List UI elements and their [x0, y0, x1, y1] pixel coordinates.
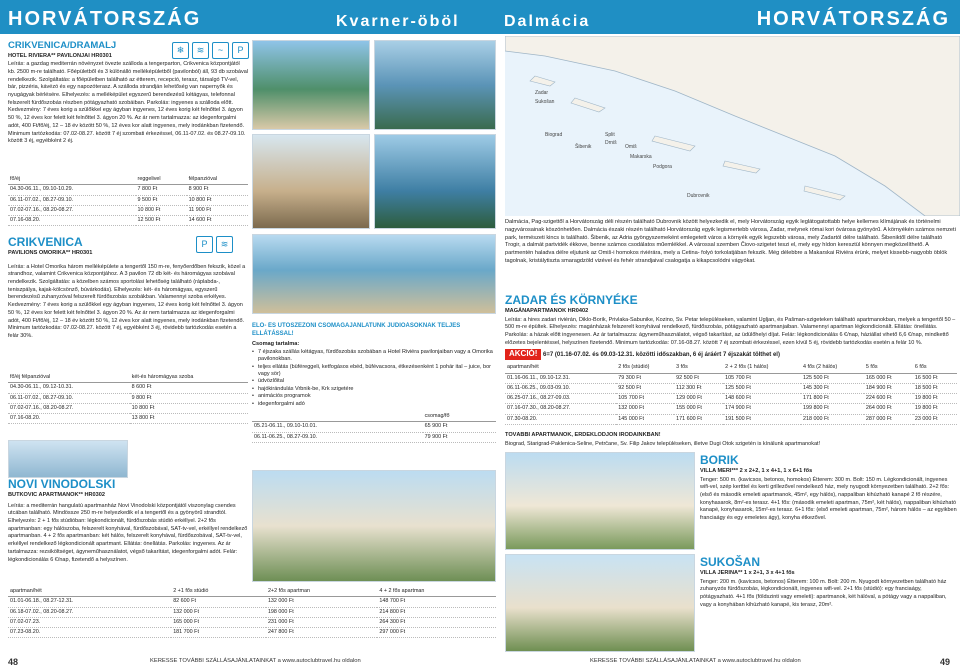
table-header: 6 fős	[913, 363, 957, 373]
list-item: • üdvözlőital	[252, 378, 496, 385]
coast-photo	[374, 134, 496, 229]
table-header: 2+2 fős apartman	[266, 587, 377, 597]
villa-meri-photo	[505, 452, 695, 550]
villa-jerina-photo	[505, 554, 695, 652]
section-title: ZADAR ÉS KÖRNYÉKE	[505, 293, 638, 307]
section-novi-vinodolski	[8, 476, 248, 586]
section-sukosan	[700, 554, 957, 652]
header-region-kvarner: Kvarner-öböl	[336, 13, 460, 30]
table-header: csomag/fő	[423, 412, 496, 422]
price-table-crikvenica-dramalj	[8, 172, 248, 226]
apartment-photo	[8, 440, 128, 478]
table-row: 06.11-07.02., 08.27-09.10. 9 500 Ft 10 800 Ft	[8, 195, 248, 205]
map-label: Split	[605, 132, 615, 138]
map-label: Drniš	[605, 140, 617, 146]
description: Leírás: a hires zadari riviérán, Diklo-Borik, Privlaka-Sabunike, Kozino, Sv. Petar településeken, valamint Ugljan, és Pašman-szigeteken található apartmanokban, melyek a tengertől 50 – 500 m-re épültek. Elhelyezés: magánházak felszerelt konyhával rendelkező, fürdőszobás, pótágyazható apartmanjaiban. Valamennyi apartman légkondicionált. Ellátás: önellátás. Parkolás: a házak előtt ingyenesen. Az ár tartalmazza: ágyneműhasználatot, végső takarítást, az üdülőhelyi díjat. Felár: légkondicionálás 6 €/nap, háziállat vihető 6,6 €/nap, mindkettő előzetes bejelentéssel, helyszínen fizetendő. Minimum tartózkodás: 07.16-08.27. között 7 éj szombati érkezéssel, ezen kívül 5 éj, rövidebb tartózkodás esetén a felár 10 %.	[505, 316, 956, 346]
table-row: 06.18-07.02., 08.20-08.27. 132 000 Ft 198 000 Ft 214 800 Ft	[8, 607, 496, 617]
hotel-name: VILLA JERINA** 1 x 2+1, 3 x 4+1 fős	[700, 570, 795, 577]
table-row: 07.02-07.16., 08.20-08.27. 10 800 Ft	[8, 403, 248, 413]
section-title: NOVI VINODOLSKI	[8, 477, 116, 491]
page-number-left: 48	[8, 657, 19, 667]
intro-text: Dalmácia, Pag-szigettől a Horvátország déli részén található Dubrovnik között helyezkedik el, mely Horvátország egyik leglátogatottabb helye kellemes klímájának és történelmi nagyvárosainak köszönhetően. Dalmácia északi részén található Horvátország egyik legismertebb városa, Zadar, melynek római kori óvárosa gyönyörű. A környékén számos nemzeti park, természeti kincs is található. Šibenik, az Adria gyöngyszemeként emlegetett város a környék egyik legszebb városa, mely Zadartól délre található. Šibeniktől délre található Trogir, a dalmát partvidék ékkove, benne számos csodálatos műemlékkel. A várossal szemben Čiovo-szigetet teszi el, mely egy hídon keresztül könnyen megközelíthető. A partmentén haladva délre eljutunk az Omiš-i homokos riviérára, mely a Cetina- folyó torkolatjában fekszik. Még délebbre a Makarskai Riviéra érünk, melyet kissebb-nagyobb öblök tagolnak, kristálytiszta smaragdzöld vizével és fehér strandjaival csalogatja a kikapcsolódni vágyókat.	[505, 219, 956, 265]
map-label: Podgora	[653, 164, 672, 170]
section-middle-offer	[252, 322, 496, 462]
table-header: fő/éj	[8, 175, 136, 185]
description: Leírás: a gazdag mediterrán növényzet övezte szálloda a tengerparton, Crikvenica központjától kb. 2500 m-re található. Főépületből és 3 különálló melléképületből (pavilonból) áll, 93 db szobával rendelkezik. Szolgáltatás: a főépületben található az étterem, recepció, terasz, társalgó TV-vel, bár, pizzéria, kávézó és egy napozóterasz. A szálloda strandján lehetőség van napernyők és nyugágyak bérlésére. Elhelyezés: a melléképület egyszerű berendezésű kétágyas, telefonnal felszerelt fürdőszobás részben pótágyazható szobáiban. Parkolás: ingyenes a szálloda előtt. Kedvezmény: 7 éves korig a szülőkkel egy ágyban ingyenes, 12 éves korig két felnőttel 3. ágyon 50 %, 12 éves kor felett két felnőttel 3. ágyon 20 %. Az ár nem tartalmazza: az idegenforgalmi adót, 400 Ft/fő/éj, 12 – 18 év között 50 %, 12 éves kor alatt ingyenes, mely irodánkban fizetendő. Minimum tartózkodás: 07.02-08.27. között 7 éj szombati érkezéssel, 06.11-07.02. és 08.27-09.10. között 3 éj, egyébként 2 éj.	[8, 61, 248, 145]
section-title: BORIK	[700, 453, 739, 467]
map-svg	[505, 36, 960, 216]
parking-icon: P	[196, 236, 213, 253]
header-right-title: HORVÁTORSZÁG	[756, 8, 950, 30]
table-row: 04.30-06.11., 09.12-10.31. 8 600 Ft	[8, 383, 248, 393]
map-label: Šibenik	[575, 144, 592, 150]
table-header: 4 + 2 fős apartman	[377, 587, 496, 597]
extra-text: Biograd, Starigrad-Paklenica-Seline, Petrčane, Sv. Filip Jakov településeken, illetve Dugi Otok szigetén is kínálunk apartmanokat!	[505, 440, 821, 447]
table-row: 07.30-08.20. 145 000 Ft 171 600 Ft 191 500 Ft 218 000 Ft 287 000 Ft 23 000 Ft	[505, 414, 957, 424]
table-header: apartman/hét	[8, 587, 171, 597]
table-row: 05.21-06.11., 09.10-10.01. 65 900 Ft	[252, 422, 496, 432]
price-table-novi-vinodolski	[8, 584, 496, 654]
table-header: 2 fős (stúdió)	[616, 363, 674, 373]
offer-title: ELŐ- ÉS UTÓSZEZONI CSOMAGAJÁNLATUNK JÚDIÓÁSOKNAK TELJES ELLÁTÁSSAL!	[252, 323, 461, 338]
description: Leírás: a mediterrán hangulatú apartmanház Novi Vinodolski központjától viszonylag csendes utcában található. Mindössze 250 m-re helyezkedik el a tengertől és a gyönyörű strandtól. Elhelyezés: 2 + 1 fős stúdióban: légkondicionált, fürdőszobás stúdió erkéllyel. 2+2 fős apartmanban: egy hálószoba, felszerelt konyhával, fürdőszobával, SAT-tv-vel, erkéllyel rendelkező apartmanban. 4 + 2 fős apartmanban: két hálós, felszerelt konyhával, fürdőszobával, SAT-tv-vel, erkéllyel rendelkező légkondicionált apartmant. Ellátás: önellátás. Parkolás: ingyenes. Az ár tartalmazza: rezsiköltséget, ágyneműhasználatot, végső takarítást, idegenforgalmi adót. Felár: légkondicionálás 6 €/nap, fizetendő a helyszínen.	[8, 502, 248, 563]
list-item: • animációs programok	[252, 393, 496, 400]
package-label: Csomag tartalma:	[252, 341, 300, 348]
table-row: 07.23-08.20. 181 700 Ft 247 800 Ft 297 000 Ft	[8, 628, 496, 638]
map-label: Biograd	[545, 132, 563, 138]
list-item: • teljes ellátás (büféreggeli, ketfogásos ebéd, büfévacsora, étkezésenként 1 pohár ital – juice, bor vagy sör)	[252, 364, 496, 379]
description: Tenger: 500 m. (kavicsos, betonos, homokos) Étterem: 300 m. Bolt: 150 m. Légkondicionált, ingyenes wifi-vel, szép kertttel és kerti grillezővel rendelkező ház, mely nyugodt környezetben található. 2+2 fős: (első és második emeleti apartmanok, 45m², egy hálós), nappaliban kihúzható kanapé 2 fő részére, konyhasarok, 8m²-es terasz. 4+1 fős: (második emeleti apartman, 75m², két hálós), nappaliban kihúzható kanapé, konyhasarok, 15m²-es terasz. 6+1 fős: (első emeleti apartman, 75m², három hálós – az egyikben franciaágy és egy emeletes ágy), konyha étkezővel.	[700, 476, 957, 522]
table-header: fő/éj félpanzióval	[8, 373, 130, 383]
hotel-name: BUTKOVIC APARTMANOK** HR0302	[8, 492, 105, 499]
map-label: Makarska	[630, 154, 652, 160]
description: Leírás: a Hotel Omorika három melléképülete a tengertől 150 m-re, fenyőerdőben fekszik, közel a strandhoz, valamint Crikvenica központjához. A 3 pavilon 72 db két- és háromágyas szobával rendelkezik. Szolgáltatás: a közelben számos sportolási lehetőség található (ráplabda-, teniszpálya, kajak-kölcsönző, búvárkodás). Elhelyezés: két- és háromágyas, egyszerű berendezésű zuhanyzóval felszerelt fürdőszobás szobákban. Valamennyi szoba erkélyes. Kedvezmény: 7 éves korig a szülőkkel egy ágyban ingyenes, 12 éves korig két felnőttel 3. ágyon 50 %, 12 éves kor felett két felnőttel 3. ágyon 20 %. Az ár nem tartalmazza az idegenforgalmi adót, 400 Ft/fő/éj, 12 – 18 év között 50 %, 12 éves kor alatt ingyenes, mely irodánkban fizetendő. Minimum tartózkodás: 07.02-08.27. között 7 éj, egyébként 3 éj, rövidebb tartózkodás esetén a felár 30%.	[8, 263, 246, 339]
table-header: 2 +1 fős stúdió	[171, 587, 266, 597]
apartment-building-photo	[252, 470, 496, 582]
section-title: SUKOŠAN	[700, 555, 761, 569]
wifi-icon: ≋	[216, 236, 233, 253]
table-header: 4 fős (2 hálós)	[801, 363, 864, 373]
map-label: Sukošan	[535, 99, 555, 105]
akcio-badge: AKCIÓ!	[505, 349, 541, 360]
table-row: 01.01-06.18., 08.27-12.31. 82 600 Ft 132 000 Ft 148 700 Ft	[8, 597, 496, 607]
hotel-name: MAGÁNAPARTMANOK HR0402	[505, 308, 589, 315]
pavilion-photo	[252, 234, 496, 314]
table-row: 06.11-06.25., 08.27-09.10. 79 900 Ft	[252, 432, 496, 442]
table-header: apartman/hét	[505, 363, 616, 373]
section-zadar	[505, 292, 957, 444]
dalmatia-map	[505, 36, 960, 216]
parking-icon: P	[232, 42, 249, 59]
section-title: CRIKVENICA/DRAMALJ	[8, 40, 117, 51]
beach-photo	[374, 40, 496, 130]
map-label: Zadar	[535, 90, 549, 96]
section-title: CRIKVENICA	[8, 235, 83, 249]
table-header: két-és háromágyas szoba	[130, 373, 248, 383]
hotel-name: PAVILIONS OMORIKA** HR0301	[8, 250, 93, 257]
table-row: 07.16-08.20. 13 800 Ft	[8, 414, 248, 424]
map-label: Dubrovnik	[687, 193, 710, 199]
room-photo	[252, 134, 370, 229]
price-table-crikvenica	[8, 370, 248, 430]
list-item: • 7 éjszaka szállás kétágyas, fürdőszobás szobában a Hotel Riviéra pavilonjaiban vagy a Omorika pavilonokban.	[252, 349, 496, 364]
table-row: 07.02-07.16., 08.20-08.27. 10 800 Ft 11 900 Ft	[8, 205, 248, 215]
table-header: félpanzióval	[187, 175, 248, 185]
footer-right-text: KERESSE TOVÁBBI SZÁLLÁSAJÁNLATAINKAT a www.autoclubtravel.hu oldalon	[590, 658, 801, 664]
amenity-icons	[196, 236, 233, 253]
list-item: • hajókirándulás Vrbnik-be, Krk szigetére	[252, 386, 496, 393]
table-header: 2 + 2 fős (1 hálós)	[723, 363, 801, 373]
header-left-title: HORVÁTORSZÁG	[8, 8, 202, 30]
extra-apartments	[505, 432, 957, 448]
table-row: 06.11-06.25., 09.03-09.10. 92 500 Ft 112 300 Ft 125 500 Ft 145 300 Ft 184 900 Ft 18 500 Ft	[505, 383, 957, 393]
map-label: Omiš	[625, 144, 637, 150]
table-row: 06.25-07.16., 08.27-09.03. 105 700 Ft 129 000 Ft 148 600 Ft 171 800 Ft 224 600 Ft 19 800 Ft	[505, 394, 957, 404]
table-row: 06.11-07.02., 08.27-09.10. 9 800 Ft	[8, 393, 248, 403]
table-row: 07.16-08.20. 12 500 Ft 14 600 Ft	[8, 216, 248, 226]
akcio-text: 6=7 (01.16-07.02. és 09.03-12.31. közötti időszakban, 6 éj áráért 7 éjszakát tölthet el)	[543, 352, 780, 359]
extra-title: TOVÁBBI APARTMANOK, ÉRDEKLŐDJÖN IRODÁINKBAN!	[505, 432, 661, 438]
amenity-icons	[172, 42, 249, 59]
footer-left-text: KERESSE TOVÁBBI SZÁLLÁSAJÁNLATAINKAT a www.autoclubtravel.hu oldalon	[150, 658, 361, 664]
table-row: 07.02-07.23. 165 000 Ft 231 000 Ft 264 300 Ft	[8, 617, 496, 627]
table-header: reggelivel	[136, 175, 187, 185]
hotel-name: VILLA MERI*** 2 x 2+2, 1 x 4+1, 1 x 6+1 fős	[700, 468, 813, 475]
pool-icon: ~	[212, 42, 229, 59]
header-bar	[0, 0, 960, 34]
section-borik	[700, 452, 957, 552]
hotel-name: HOTEL RIVIERA** PAVILONJAI HR0301	[8, 52, 112, 59]
table-header	[252, 412, 423, 422]
header-region-dalmacia: Dalmácia	[504, 13, 591, 30]
snowflake-icon: ❄	[172, 42, 189, 59]
hotel-photo	[252, 40, 370, 130]
wifi-icon: ≋	[192, 42, 209, 59]
table-row: 07.16-07.30., 08.20-08.27. 132 000 Ft 155 000 Ft 174 900 Ft 199 800 Ft 264 000 Ft 19 800 Ft	[505, 404, 957, 414]
table-header: 3 fős	[674, 363, 723, 373]
page-number-right: 49	[939, 657, 950, 667]
table-header: 5 fős	[864, 363, 913, 373]
description: Tenger: 200 m. (kavicsos, betonos) Étterem: 100 m. Bolt: 200 m. Nyugodt környezetben található ház zuhanyzós fürdőszobás, légkondicionált, ingyenes wifi-vel. 2+1 fős (stúdió): egy franciaágy, pótágyazható. 4+1 fős (földszinti vagy emeleti): apartmanok, két hálóval, a pótágy vagy a nappaliban, vagy a konyhában kihúzható kanapé, kis terasz, 20m².	[700, 578, 947, 608]
dalmacia-intro	[505, 218, 957, 284]
table-row: 04.30-06.11., 09.10-10.29. 7 800 Ft 8 900 Ft	[8, 185, 248, 195]
table-row: 01.16-06.11., 09.10-12.31. 79 300 Ft 92 500 Ft 105 700 Ft 125 500 Ft 165 000 Ft 16 500 Ft	[505, 373, 957, 383]
list-item: • idegenforgalmi adó	[252, 401, 496, 408]
